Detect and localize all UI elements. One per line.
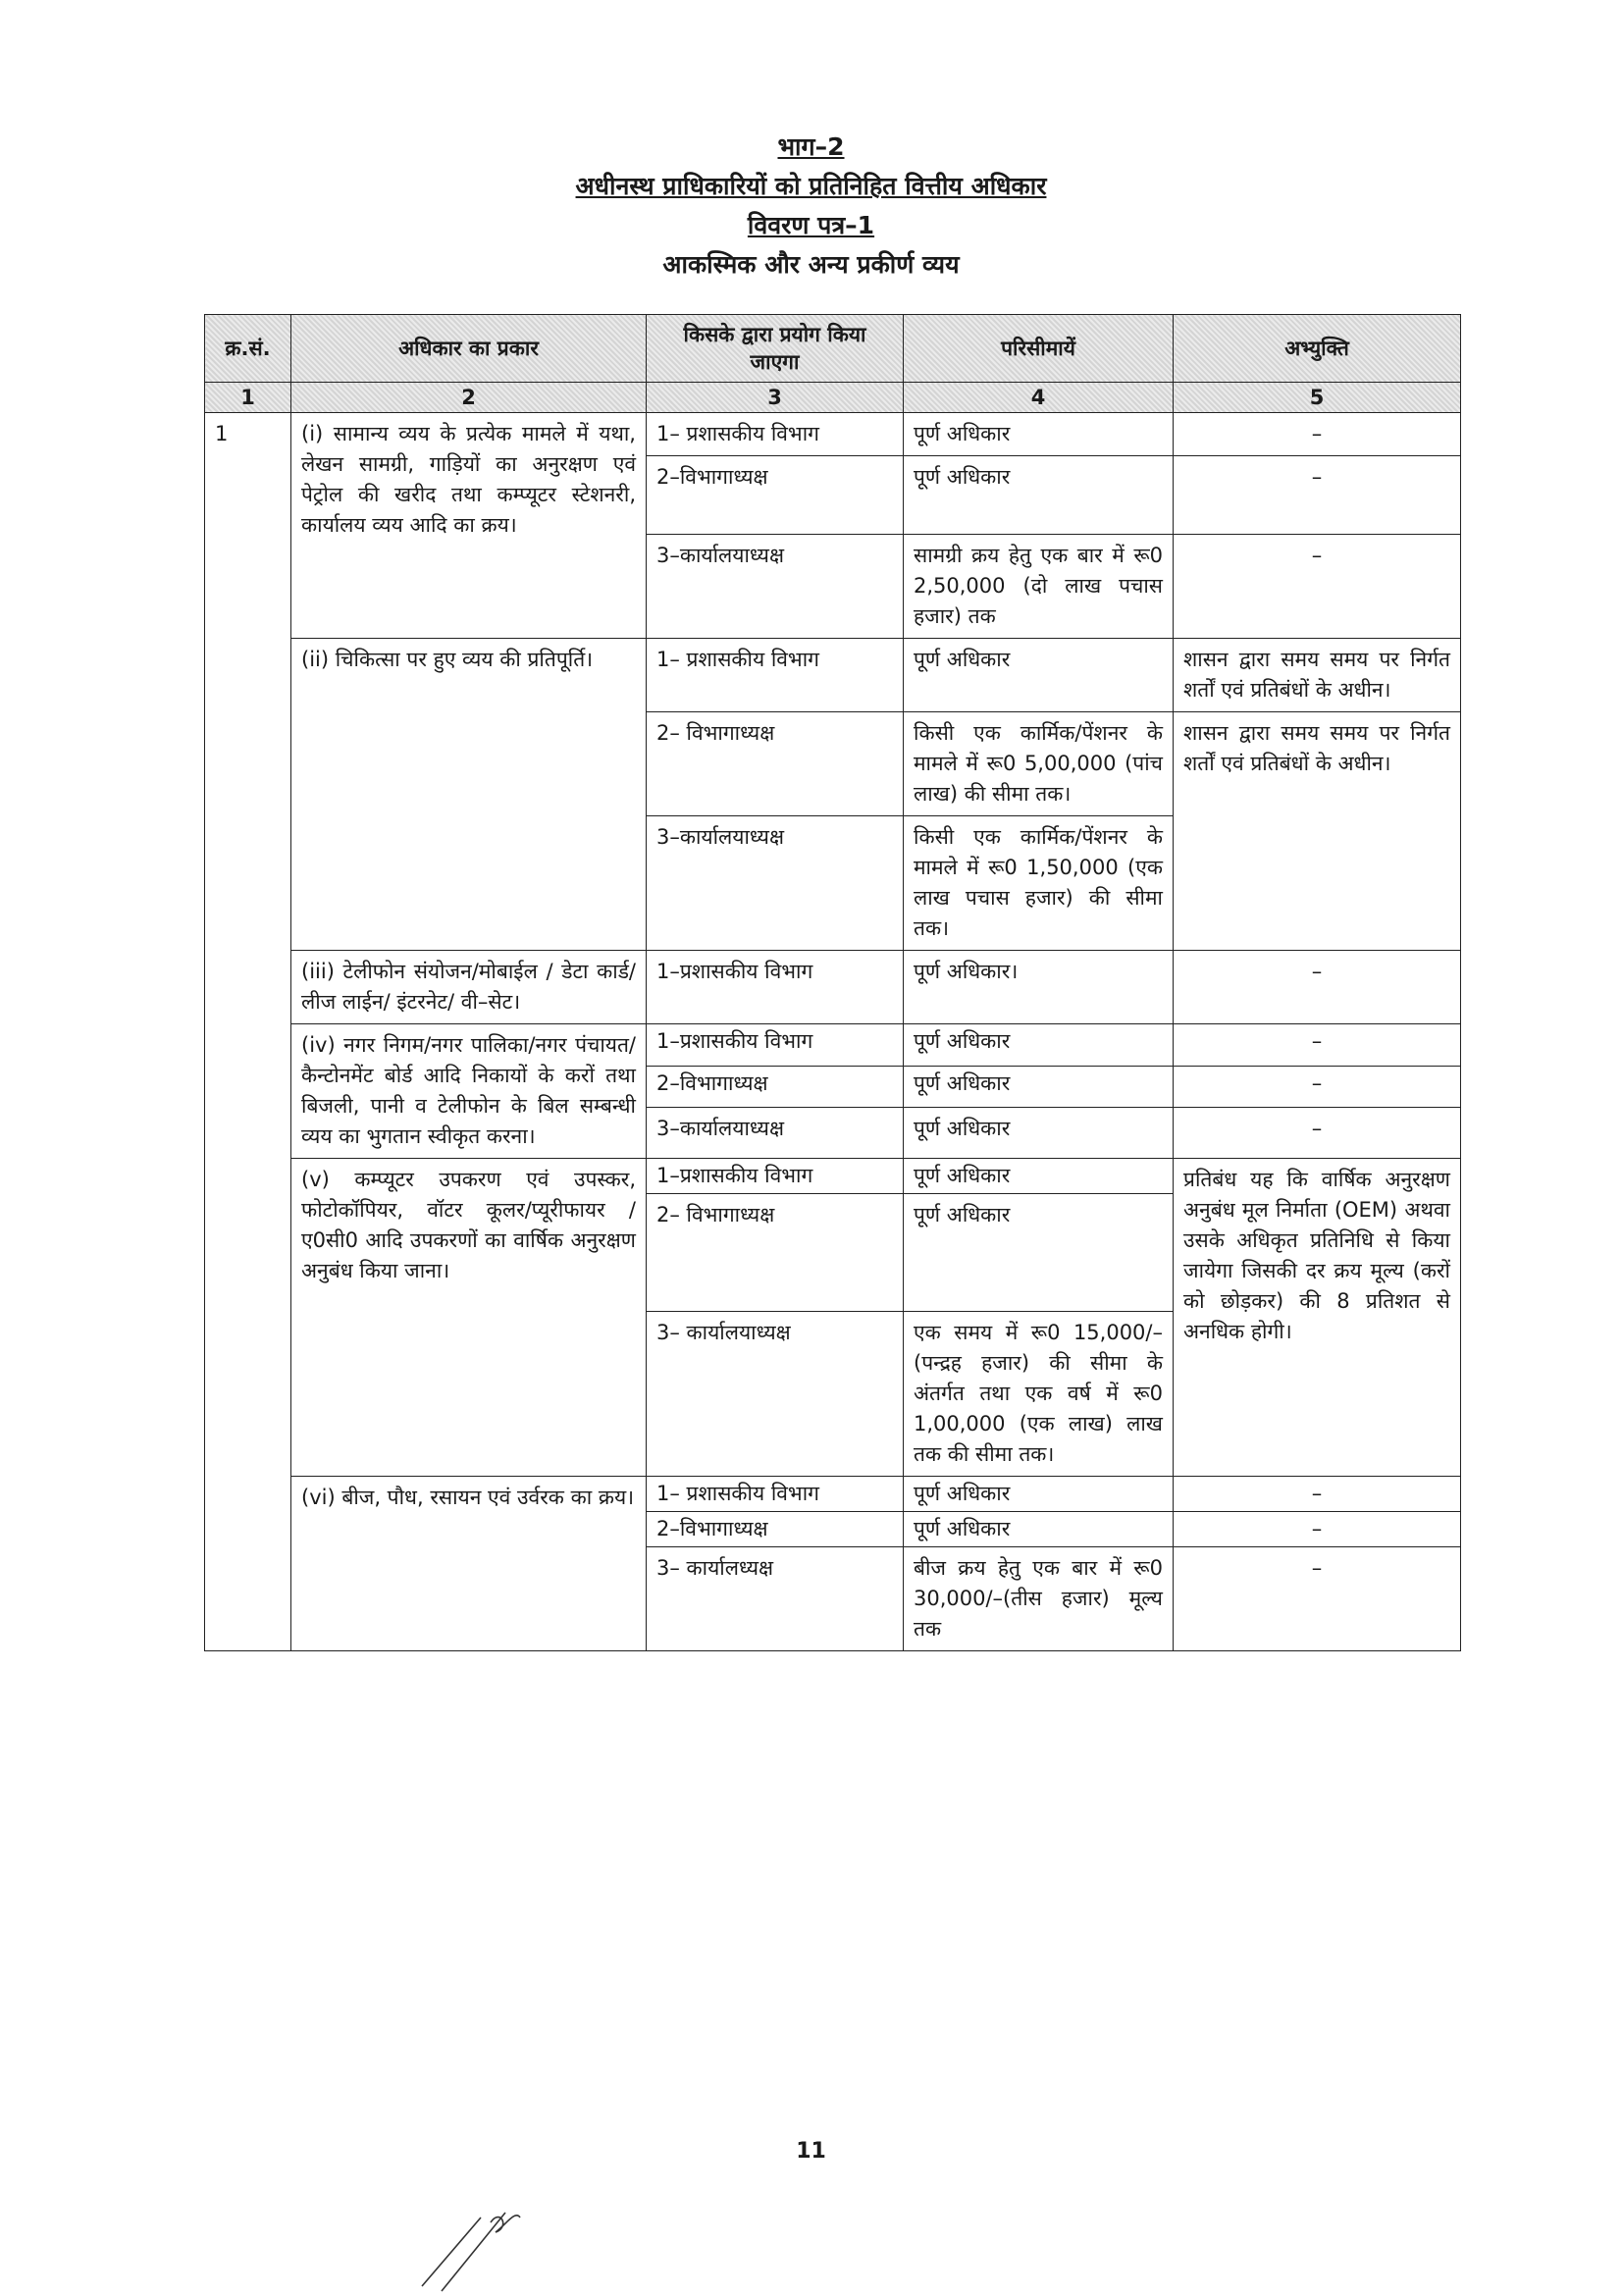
header-remarks: अभ्युक्ति [1174, 315, 1461, 383]
column-number: 3 [647, 383, 904, 413]
remark-cell: – [1174, 456, 1461, 535]
header-serial: क्र.सं. [205, 315, 291, 383]
delegation-table [204, 314, 1461, 1651]
table-row [205, 413, 1461, 456]
power-type-cell: (iv) नगर निगम/नगर पालिका/नगर पंचायत/कैन्टोनमेंट बोर्ड आदि निकायों के करों तथा बिजली, पानी व टेलीफोन के बिल सम्बन्धी व्यय का भुगतान स्वीकृत करना। [291, 1024, 647, 1159]
limit-cell: पूर्ण अधिकार [904, 1108, 1174, 1159]
serial-cell: 1 [205, 413, 291, 1651]
table-row [205, 951, 1461, 1024]
power-type-cell: (i) सामान्य व्यय के प्रत्येक मामले में यथा, लेखन सामग्री, गाड़ियों का अनुरक्षण एवं पेट्रोल की खरीद तथा कम्प्यूटर स्टेशनरी, कार्यालय व्यय आदि का क्रय। [291, 413, 647, 639]
table-row [205, 1024, 1461, 1067]
limit-cell: पूर्ण अधिकार [904, 639, 1174, 712]
power-type-cell: (vi) बीज, पौध, रसायन एवं उर्वरक का क्रय। [291, 1477, 647, 1651]
authority-cell: 1–प्रशासकीय विभाग [647, 1159, 904, 1194]
table-row [205, 1477, 1461, 1512]
header-authority: किसके द्वारा प्रयोग किया जाएगा [647, 315, 904, 383]
limit-cell: एक समय में रू0 15,000/–(पन्द्रह हजार) की सीमा के अंतर्गत तथा एक वर्ष में रू0 1,00,000 (एक लाख) लाख तक की सीमा तक। [904, 1312, 1174, 1477]
document-headings [0, 128, 1622, 285]
limit-cell: पूर्ण अधिकार [904, 413, 1174, 456]
remark-cell: – [1174, 1512, 1461, 1547]
authority-cell: 2–विभागाध्यक्ष [647, 1066, 904, 1108]
authority-cell: 1– प्रशासकीय विभाग [647, 1477, 904, 1512]
remark-cell: – [1174, 1066, 1461, 1108]
limit-cell: पूर्ण अधिकार [904, 1024, 1174, 1067]
table-row [205, 639, 1461, 712]
page-number: 11 [796, 2139, 826, 2164]
remark-cell: – [1174, 413, 1461, 456]
authority-cell: 3–कार्यालयाध्यक्ष [647, 1108, 904, 1159]
column-number: 5 [1174, 383, 1461, 413]
limit-cell: पूर्ण अधिकार [904, 456, 1174, 535]
authority-cell: 1– प्रशासकीय विभाग [647, 639, 904, 712]
remark-cell: – [1174, 1108, 1461, 1159]
limit-cell: पूर्ण अधिकार [904, 1512, 1174, 1547]
authority-cell: 1–प्रशासकीय विभाग [647, 1024, 904, 1067]
authority-cell: 3– कार्यालयाध्यक्ष [647, 1312, 904, 1477]
authority-cell: 2–विभागाध्यक्ष [647, 456, 904, 535]
authority-cell: 3– कार्यालध्यक्ष [647, 1547, 904, 1651]
power-type-cell: (iii) टेलीफोन संयोजन/मोबाईल / डेटा कार्ड/लीज लाईन/ इंटरनेट/ वी–सेट। [291, 951, 647, 1024]
statement-heading: विवरण पत्र–1 [747, 211, 875, 239]
power-type-cell: (ii) चिकित्सा पर हुए व्यय की प्रतिपूर्ति। [291, 639, 647, 951]
remark-cell: शासन द्वारा समय समय पर निर्गत शर्तों एवं प्रतिबंधों के अधीन। [1174, 639, 1461, 712]
authority-cell: 3–कार्यालयाध्यक्ष [647, 535, 904, 639]
column-number: 1 [205, 383, 291, 413]
power-type-cell: (v) कम्प्यूटर उपकरण एवं उपस्कर, फोटोकॉपियर, वॉटर कूलर/प्यूरीफायर /ए0सी0 आदि उपकरणों का वार्षिक अनुरक्षण अनुबंध किया जाना। [291, 1159, 647, 1477]
limit-cell: पूर्ण अधिकार [904, 1194, 1174, 1312]
limit-cell: पूर्ण अधिकार [904, 1477, 1174, 1512]
remark-cell: – [1174, 1477, 1461, 1512]
subject-heading: आकस्मिक और अन्य प्रकीर्ण व्यय [662, 250, 960, 279]
signature-mark [412, 2198, 608, 2296]
limit-cell: किसी एक कार्मिक/पेंशनर के मामले में रू0 1,50,000 (एक लाख पचास हजार) की सीमा तक। [904, 816, 1174, 951]
limit-cell: पूर्ण अधिकार। [904, 951, 1174, 1024]
limit-cell: पूर्ण अधिकार [904, 1066, 1174, 1108]
limit-cell: सामग्री क्रय हेतु एक बार में रू0 2,50,000 (दो लाख पचास हजार) तक [904, 535, 1174, 639]
table-row [205, 1159, 1461, 1194]
authority-cell: 2– विभागाध्यक्ष [647, 712, 904, 816]
header-limits: परिसीमायें [904, 315, 1174, 383]
limit-cell: किसी एक कार्मिक/पेंशनर के मामले में रू0 5,00,000 (पांच लाख) की सीमा तक। [904, 712, 1174, 816]
remark-cell: शासन द्वारा समय समय पर निर्गत शर्तों एवं प्रतिबंधों के अधीन। [1174, 712, 1461, 951]
remark-cell: प्रतिबंध यह कि वार्षिक अनुरक्षण अनुबंध मूल निर्माता (OEM) अथवा उसके अधिकृत प्रतिनिधि से किया जायेगा जिसकी दर क्रय मूल्य (करों को छोड़कर) की 8 प्रतिशत से अनधिक होगी। [1174, 1159, 1461, 1477]
part-heading: भाग–2 [777, 132, 845, 161]
remark-cell: – [1174, 951, 1461, 1024]
document-title: अधीनस्थ प्राधिकारियों को प्रतिनिहित वित्तीय अधिकार [575, 172, 1047, 200]
remark-cell: – [1174, 535, 1461, 639]
authority-cell: 3–कार्यालयाध्यक्ष [647, 816, 904, 951]
authority-cell: 2– विभागाध्यक्ष [647, 1194, 904, 1312]
table-header-row [205, 315, 1461, 383]
header-type: अधिकार का प्रकार [291, 315, 647, 383]
remark-cell: – [1174, 1547, 1461, 1651]
column-number-row [205, 383, 1461, 413]
authority-cell: 2–विभागाध्यक्ष [647, 1512, 904, 1547]
limit-cell: पूर्ण अधिकार [904, 1159, 1174, 1194]
column-number: 4 [904, 383, 1174, 413]
authority-cell: 1–प्रशासकीय विभाग [647, 951, 904, 1024]
column-number: 2 [291, 383, 647, 413]
authority-cell: 1– प्रशासकीय विभाग [647, 413, 904, 456]
limit-cell: बीज क्रय हेतु एक बार में रू0 30,000/–(तीस हजार) मूल्य तक [904, 1547, 1174, 1651]
remark-cell: – [1174, 1024, 1461, 1067]
